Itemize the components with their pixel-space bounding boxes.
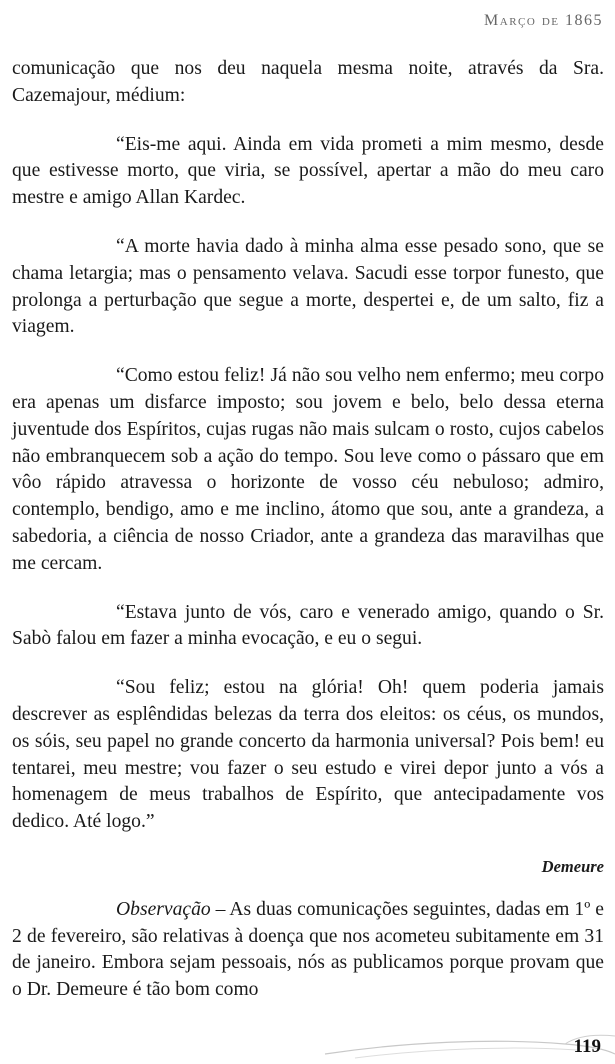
paragraph-quote-2: “A morte havia dado à minha alma esse pesado sono, que se chama letargia; mas o pensamento velava. Sacudi esse torpor funesto, que prolonga a perturbação que segue a morte, despertei e, de um salto, fiz a viagem. — [12, 235, 604, 338]
paragraph-quote-5: “Sou feliz; estou na glória! Oh! quem poderia jamais descrever as esplêndidas belezas da terra dos eleitos: os céus, os mundos, os sóis, seu papel no grande concerto da harmonia universal? Pois bem! eu tentarei, meu mestre; vou fazer o seu estudo e virei depor junto a vós a homenagem de meus trabalhos de Espírito, que antecipadamente vos dedico. Até logo.” — [12, 677, 604, 833]
body-text — [12, 56, 604, 1004]
paragraph-quote-1: “Eis-me aqui. Ainda em vida prometi a mim mesmo, desde que estivesse morto, que viria, se possível, apertar a mão do meu caro mestre e amigo Allan Kardec. — [12, 133, 604, 209]
page-number: 119 — [573, 1036, 601, 1057]
footer-swoosh-ornament — [315, 1024, 615, 1064]
paragraph-quote-3: “Como estou feliz! Já não sou velho nem enfermo; meu corpo era apenas um disfarce imposto; sou jovem e belo, belo dessa eterna juventude dos Espíritos, cujas rugas não mais sulcam o rosto, cujos cabelos não embranquecem sob a ação do tempo. Sou leve como o pássaro que em vôo rápido atravessa o horizonte de vosso céu nebuloso; admiro, contemplo, bendigo, amo e me inclino, átomo que sou, ante a grandeza, a sabedoria, a ciência de nosso Criador, ante a grandeza das maravilhas que me cercam. — [12, 365, 604, 574]
observation-text: – As duas comunicações seguintes, dadas em 1º e 2 de fevereiro, são relativas à doença que nos acometeu subitamente em 31 de janeiro. Embora sejam pessoais, nós as publicamos porque provam que o Dr. Demeure é tão bom como — [12, 898, 604, 1001]
running-header: Março de 1865 — [484, 12, 603, 29]
observation-paragraph — [12, 897, 604, 1004]
observation-label: Observação — [116, 898, 211, 920]
paragraph-quote-4: “Estava junto de vós, caro e venerado amigo, quando o Sr. Sabò falou em fazer a minha evocação, e eu o segui. — [12, 601, 604, 650]
paragraph-continuation: comunicação que nos deu naquela mesma noite, através da Sra. Cazemajour, médium: — [12, 58, 604, 106]
signature: Demeure — [541, 856, 604, 876]
